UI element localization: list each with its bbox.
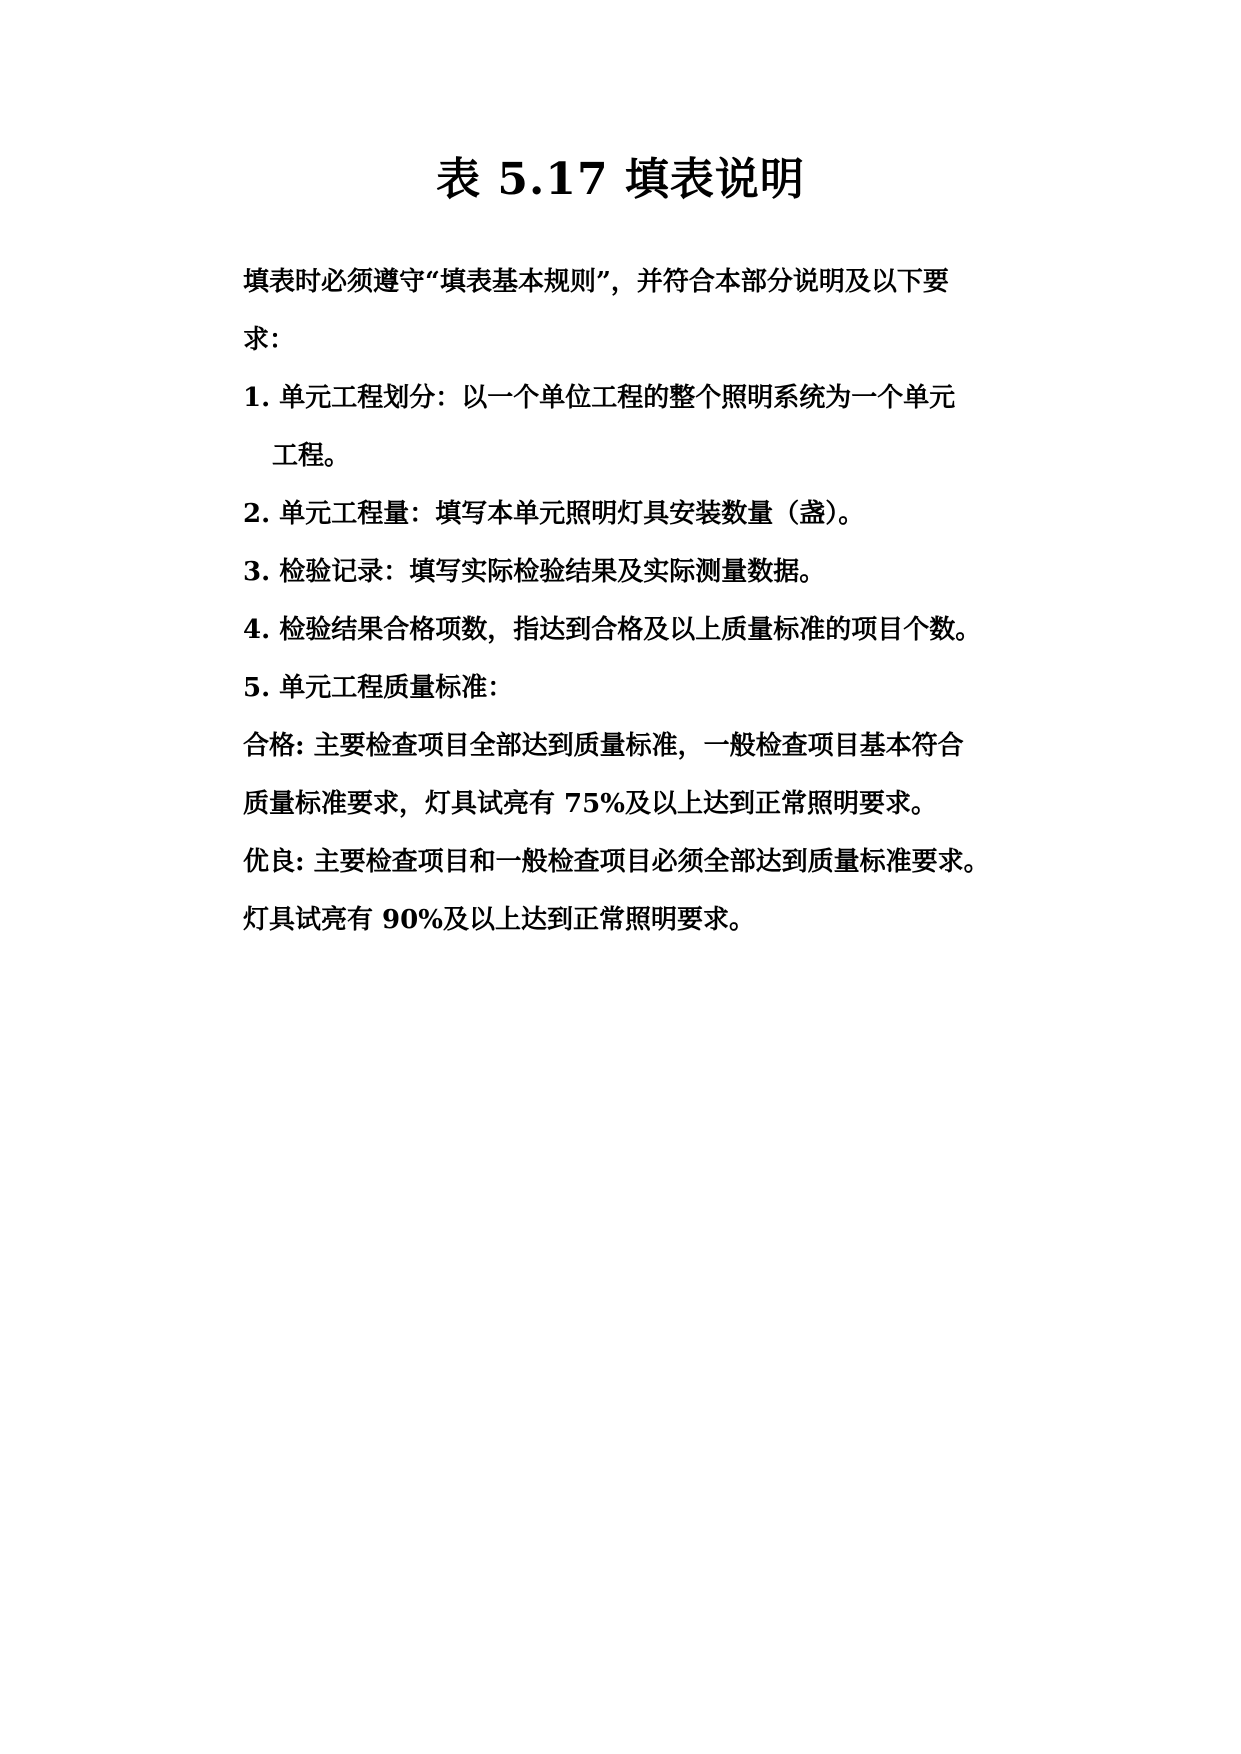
item-5: 5. 单元工程质量标准： bbox=[243, 673, 514, 703]
item-1-line-2: 工程。 bbox=[272, 441, 351, 471]
excellent-line-2: 灯具试亮有 90%及以上达到正常照明要求。 bbox=[243, 905, 755, 935]
document-title: 表 5.17 填表说明 bbox=[436, 154, 805, 205]
item-2: 2. 单元工程量：填写本单元照明灯具安装数量（盏）。 bbox=[243, 499, 865, 529]
item-4: 4. 检验结果合格项数，指达到合格及以上质量标准的项目个数。 bbox=[243, 615, 982, 645]
intro-line-1: 填表时必须遵守“填表基本规则”，并符合本部分说明及以下要 bbox=[243, 267, 949, 297]
qualified-line-1: 合格: 主要检查项目全部达到质量标准，一般检查项目基本符合 bbox=[243, 731, 964, 761]
item-3: 3. 检验记录：填写实际检验结果及实际测量数据。 bbox=[243, 557, 826, 587]
item-1-line-1: 1. 单元工程划分：以一个单位工程的整个照明系统为一个单元 bbox=[243, 383, 956, 413]
excellent-line-1: 优良: 主要检查项目和一般检查项目必须全部达到质量标准要求。 bbox=[243, 847, 990, 877]
intro-line-2: 求： bbox=[243, 325, 296, 355]
qualified-line-2: 质量标准要求，灯具试亮有 75%及以上达到正常照明要求。 bbox=[243, 789, 937, 819]
